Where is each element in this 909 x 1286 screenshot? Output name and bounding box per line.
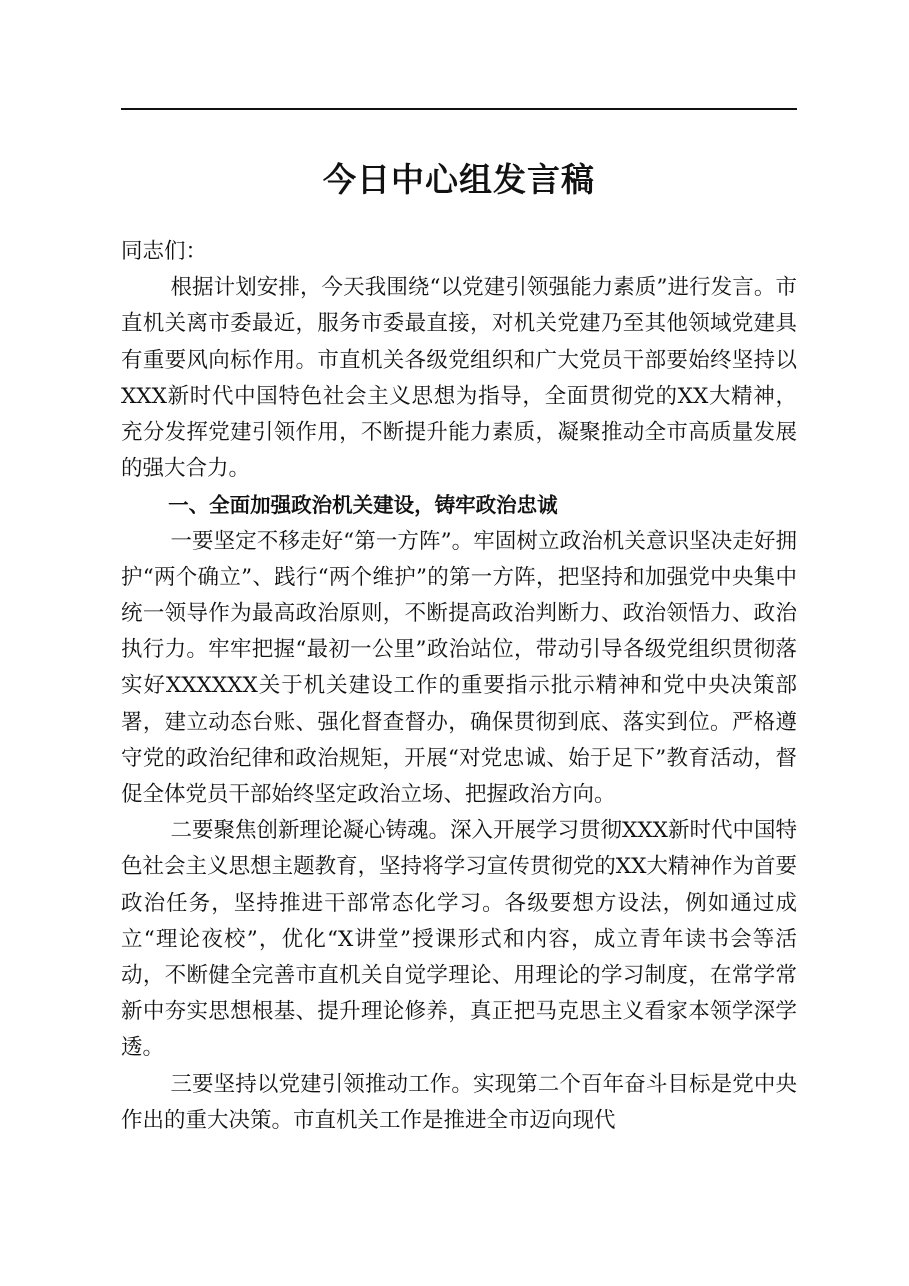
- section-heading-1: 一、全面加强政治机关建设，铸牢政治忠诚: [168, 493, 558, 518]
- document-body: [121, 234, 797, 1139]
- paragraph-2: 二要聚焦创新理论凝心铸魂。深入开展学习贯彻XXX新时代中国特色社会主义思想主题教育，坚持将学习宣传贯彻党的XX大精神作为首要政治任务，坚持推进干部常态化学习。各级要想方设法，例如通过成立“理论夜校”，优化“X讲堂”授课形式和内容，成立青年读书会等活动，不断健全完善市直机关自觉学理论、用理论的学习制度，在常学常新中夯实思想根基、提升理论修养，真正把马克思主义看家本领学深学透。: [121, 818, 797, 1061]
- intro-paragraph: 根据计划安排，今天我围绕“以党建引领强能力素质”进行发言。市直机关离市委最近，服务市委最直接，对机关党建乃至其他领域党建具有重要风向标作用。市直机关各级党组织和广大党员干部要始终坚持以XXX新时代中国特色社会主义思想为指导，全面贯彻党的XX大精神，充分发挥党建引领作用，不断提升能力素质，凝聚推动全市高质量发展的强大合力。: [121, 275, 797, 482]
- paragraph-1: 一要坚定不移走好“第一方阵”。牢固树立政治机关意识坚决走好拥护“两个确立”、践行“两个维护”的第一方阵，把坚持和加强党中央集中统一领导作为最高政治原则，不断提高政治判断力、政治领悟力、政治执行力。牢牢把握“最初一公里”政治站位，带动引导各级党组织贯彻落实好XXXXXX关于机关建设工作的重要指示批示精神和党中央决策部署，建立动态台账、强化督查督办，确保贯彻到底、落实到位。严格遵守党的政治纪律和政治规矩，开展“对党忠诚、始于足下”教育活动，督促全体党员干部始终坚定政治立场、把握政治方向。: [121, 528, 797, 808]
- header-rule: [121, 108, 797, 110]
- paragraph-3: 三要坚持以党建引领推动工作。实现第二个百年奋斗目标是党中央作出的重大决策。市直机关工作是推进全市迈向现代: [121, 1071, 797, 1133]
- salutation: 同志们：: [121, 239, 208, 264]
- document-title: 今日中心组发言稿: [323, 160, 595, 199]
